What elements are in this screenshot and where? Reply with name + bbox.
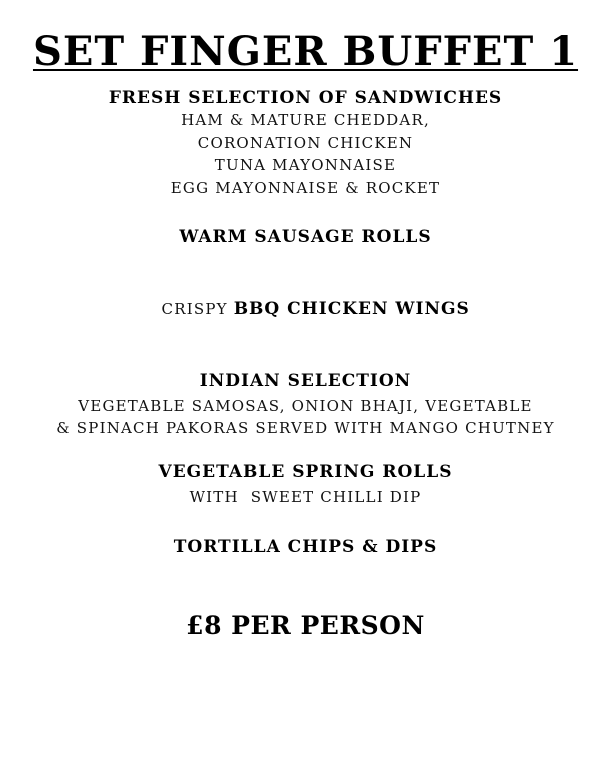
menu-item-coronation-chicken: CORONATION CHICKEN xyxy=(197,133,414,152)
section-heading-sausage-rolls: WARM SAUSAGE ROLLS xyxy=(179,227,432,248)
section-heading-tortilla: TORTILLA CHIPS & DIPS xyxy=(173,536,438,557)
menu-item-sweet-chilli-dip: WITH SWEET CHILLI DIP xyxy=(189,488,422,507)
menu-item-egg-mayonnaise-rocket: EGG MAYONNAISE & ROCKET xyxy=(170,178,441,197)
section-heading-spring-rolls: VEGETABLE SPRING ROLLS xyxy=(158,461,453,482)
menu-item-samosas-bhaji: VEGETABLE SAMOSAS, ONION BHAJI, VEGETABLE xyxy=(78,397,533,416)
section-heading-sandwiches: FRESH SELECTION OF SANDWICHES xyxy=(108,88,503,108)
menu-title-wrap xyxy=(0,0,611,74)
menu-item-pakoras-chutney: & SPINACH PAKORAS SERVED WITH MANGO CHUTNEY xyxy=(56,419,555,438)
menu-item-tuna-mayonnaise: TUNA MAYONNAISE xyxy=(214,156,397,175)
section-heading-indian: INDIAN SELECTION xyxy=(199,370,412,391)
section-heading-chicken-wings xyxy=(0,275,611,342)
price-per-person: £8 PER PERSON xyxy=(186,611,425,641)
menu-item-ham-cheddar: HAM & MATURE CHEDDAR, xyxy=(181,111,430,130)
chicken-wings-name: BBQ CHICKEN WINGS xyxy=(233,298,470,319)
chicken-wings-prefix: CRISPY xyxy=(161,299,234,318)
page-title: SET FINGER BUFFET 1 xyxy=(32,28,579,75)
